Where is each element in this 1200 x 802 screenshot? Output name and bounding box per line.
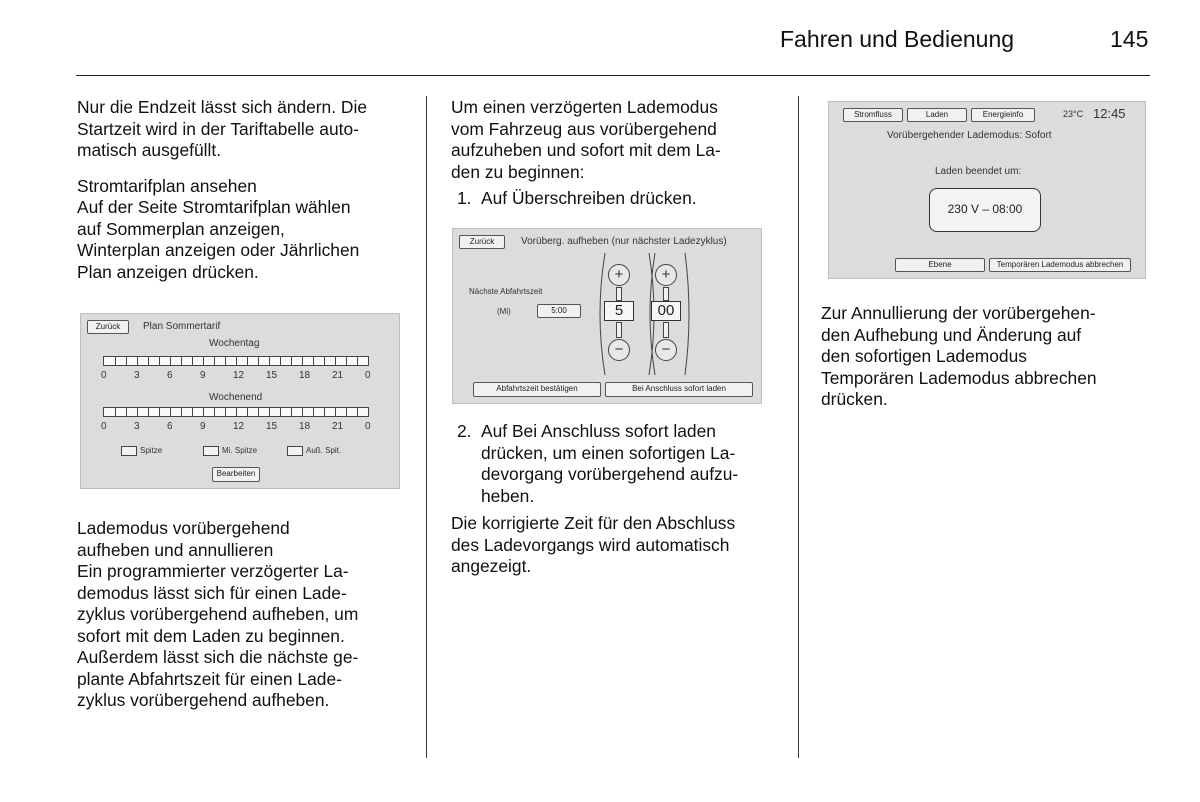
peak-legend-box xyxy=(121,446,137,456)
minute-slider-upper xyxy=(663,287,669,301)
timeline-segment-divider xyxy=(346,357,347,365)
hour-minus-button[interactable]: − xyxy=(608,339,630,361)
timeline-tick-label: 15 xyxy=(266,370,278,381)
timeline-segment-divider xyxy=(357,408,358,416)
timeline-tick-label: 12 xyxy=(233,370,245,381)
timeline-segment-divider xyxy=(170,357,171,365)
screen-immediate-charge xyxy=(828,101,1146,279)
minute-minus-button[interactable]: − xyxy=(655,339,677,361)
timeline-tick-label: 15 xyxy=(266,421,278,432)
tab-power-flow[interactable]: Stromfluss xyxy=(843,108,903,122)
timeline-tick-label: 0 xyxy=(101,370,107,381)
timeline-segment-divider xyxy=(280,408,281,416)
timeline-segment-divider xyxy=(236,357,237,365)
confirm-departure-button[interactable]: Abfahrtszeit bestätigen xyxy=(473,382,601,397)
temperature: 23°C xyxy=(1063,109,1084,119)
timeline-segment-divider xyxy=(225,408,226,416)
timeline-segment-divider xyxy=(269,357,270,365)
back-button[interactable]: Zurück xyxy=(459,235,505,249)
column-2 xyxy=(451,97,781,210)
timeline-tick-label: 6 xyxy=(167,421,173,432)
screen-title: Vorüberg. aufheben (nur nächster Ladezyklus) xyxy=(521,236,727,247)
timeline-segment-divider xyxy=(357,357,358,365)
next-departure-label: Nächste Abfahrtszeit xyxy=(469,287,543,296)
screen-title: Plan Sommertarif xyxy=(143,321,221,332)
tab-charging[interactable]: Laden xyxy=(907,108,967,122)
minute-value: 00 xyxy=(651,301,681,321)
timeline-segment-divider xyxy=(181,408,182,416)
timeline-segment-divider xyxy=(291,408,292,416)
tariff-plan-paragraph: Auf der Seite Stromtarifplan wählen auf Sommerplan anzeigen, Winterplan anzeigen oder Jährlichen Plan anzeigen drücken. xyxy=(77,197,360,282)
tab-energy-info[interactable]: Energieinfo xyxy=(971,108,1035,122)
off-peak-legend-box xyxy=(287,446,303,456)
timeline-tick-label: 9 xyxy=(200,421,206,432)
timeline-segment-divider xyxy=(203,357,204,365)
screen-summer-tariff-plan xyxy=(80,313,400,489)
timeline-segment-divider xyxy=(181,357,182,365)
mid-peak-legend-box xyxy=(203,446,219,456)
cancel-paragraph: Zur Annullierung der vorübergehen- den Aufhebung und Änderung auf den sofortigen Lademodus Temporären Lademodus abbrechen drücken. xyxy=(821,303,1097,409)
timeline-segment-divider xyxy=(203,408,204,416)
minute-slider-lower xyxy=(663,322,669,338)
minute-plus-button[interactable]: + xyxy=(655,264,677,286)
column-3 xyxy=(821,303,1151,411)
timeline-segment-divider xyxy=(302,357,303,365)
timeline-segment-divider xyxy=(258,408,259,416)
timeline-segment-divider xyxy=(313,357,314,365)
off-peak-legend-label: Auß. Spit. xyxy=(306,446,342,455)
clock: 12:45 xyxy=(1093,106,1126,121)
weekend-timeline[interactable] xyxy=(103,407,369,417)
hour-value: 5 xyxy=(604,301,634,321)
timeline-segment-divider xyxy=(170,408,171,416)
intro-paragraph: Nur die Endzeit lässt sich ändern. Die Startzeit wird in der Tariftabelle auto- matisch ausgefüllt. xyxy=(77,97,367,160)
departure-day: (Mi) xyxy=(497,307,511,316)
timeline-segment-divider xyxy=(159,408,160,416)
timeline-segment-divider xyxy=(324,357,325,365)
timeline-tick-label: 18 xyxy=(299,421,311,432)
timeline-segment-divider xyxy=(258,357,259,365)
timeline-segment-divider xyxy=(269,408,270,416)
weekend-label: Wochenend xyxy=(209,392,263,403)
timeline-segment-divider xyxy=(214,357,215,365)
weekday-timeline[interactable] xyxy=(103,356,369,366)
timeline-segment-divider xyxy=(214,408,215,416)
charge-end-value: 230 V – 08:00 xyxy=(929,188,1041,232)
column-divider-2 xyxy=(798,96,799,758)
column-2-lower xyxy=(451,421,781,578)
timeline-tick-label: 21 xyxy=(332,421,344,432)
timeline-segment-divider xyxy=(137,408,138,416)
timeline-segment-divider xyxy=(126,408,127,416)
timeline-segment-divider xyxy=(247,408,248,416)
column-1-lower xyxy=(77,518,407,712)
timeline-segment-divider xyxy=(247,357,248,365)
timeline-tick-label: 12 xyxy=(233,421,245,432)
timeline-segment-divider xyxy=(159,357,160,365)
page-number: 145 xyxy=(1110,26,1149,52)
timeline-segment-divider xyxy=(192,408,193,416)
timeline-segment-divider xyxy=(302,408,303,416)
section-heading-tariff-plan: Stromtarifplan ansehen xyxy=(77,175,257,196)
level-button[interactable]: Ebene xyxy=(895,258,985,272)
charge-now-button[interactable]: Bei Anschluss sofort laden xyxy=(605,382,753,397)
screen-override-departure xyxy=(452,228,762,404)
timeline-segment-divider xyxy=(115,408,116,416)
back-button[interactable]: Zurück xyxy=(87,320,129,334)
timeline-segment-divider xyxy=(115,357,116,365)
override-intro-paragraph: Um einen verzögerten Lademodus vom Fahrzeug aus vorübergehend aufzuheben und sofort mit dem La- den zu beginnen: xyxy=(451,97,721,182)
timeline-tick-label: 0 xyxy=(101,421,107,432)
charge-end-label: Laden beendet um: xyxy=(935,166,1022,177)
step-2: 2. Auf Bei Anschluss sofort laden drücken, um einen sofortigen La- devorgang vorübergehend aufzu- heben. xyxy=(457,421,739,506)
timeline-segment-divider xyxy=(148,357,149,365)
mid-peak-legend-label: Mi. Spitze xyxy=(222,446,258,455)
timeline-segment-divider xyxy=(335,357,336,365)
timeline-tick-label: 6 xyxy=(167,370,173,381)
page-header-title: Fahren und Bedienung xyxy=(780,26,1015,52)
timeline-segment-divider xyxy=(291,357,292,365)
cancel-temporary-mode-button[interactable]: Temporären Lademodus abbrechen xyxy=(989,258,1131,272)
step-1: 1. Auf Überschreiben drücken. xyxy=(457,188,697,208)
timeline-tick-label: 3 xyxy=(134,370,140,381)
timeline-segment-divider xyxy=(126,357,127,365)
timeline-segment-divider xyxy=(236,408,237,416)
timeline-segment-divider xyxy=(313,408,314,416)
peak-legend-label: Spitze xyxy=(140,446,163,455)
corrected-time-paragraph: Die korrigierte Zeit für den Abschluss des Ladevorgangs wird automatisch angezeigt. xyxy=(451,513,736,576)
edit-button[interactable]: Bearbeiten xyxy=(212,467,260,482)
column-divider-1 xyxy=(426,96,427,758)
timeline-segment-divider xyxy=(346,408,347,416)
timeline-segment-divider xyxy=(192,357,193,365)
hour-slider-lower xyxy=(616,322,622,338)
override-paragraph: Ein programmierter verzögerter La- demodus lässt sich für einen Lade- zyklus vorübergehend aufheben, um sofort mit dem Laden zu beginnen. Außerdem lässt sich die nächste ge- plante Abfahrtszeit für einen Lade- zyklus vorübergehend aufheben. xyxy=(77,561,359,710)
timeline-tick-label: 0 xyxy=(365,421,371,432)
timeline-segment-divider xyxy=(148,408,149,416)
timeline-tick-label: 0 xyxy=(365,370,371,381)
timeline-tick-label: 18 xyxy=(299,370,311,381)
timeline-segment-divider xyxy=(335,408,336,416)
hour-plus-button[interactable]: + xyxy=(608,264,630,286)
column-1 xyxy=(77,97,407,283)
departure-time-field[interactable]: 5:00 xyxy=(537,304,581,318)
timeline-tick-label: 21 xyxy=(332,370,344,381)
section-heading-override: Lademodus vorübergehend aufheben und annullieren xyxy=(77,518,290,560)
timeline-segment-divider xyxy=(280,357,281,365)
hour-slider-upper xyxy=(616,287,622,301)
header-rule xyxy=(76,75,1150,76)
timeline-segment-divider xyxy=(324,408,325,416)
weekday-label: Wochentag xyxy=(209,338,260,349)
timeline-tick-label: 3 xyxy=(134,421,140,432)
timeline-segment-divider xyxy=(137,357,138,365)
mode-subtitle: Vorübergehender Lademodus: Sofort xyxy=(887,130,1052,141)
timeline-tick-label: 9 xyxy=(200,370,206,381)
timeline-segment-divider xyxy=(225,357,226,365)
